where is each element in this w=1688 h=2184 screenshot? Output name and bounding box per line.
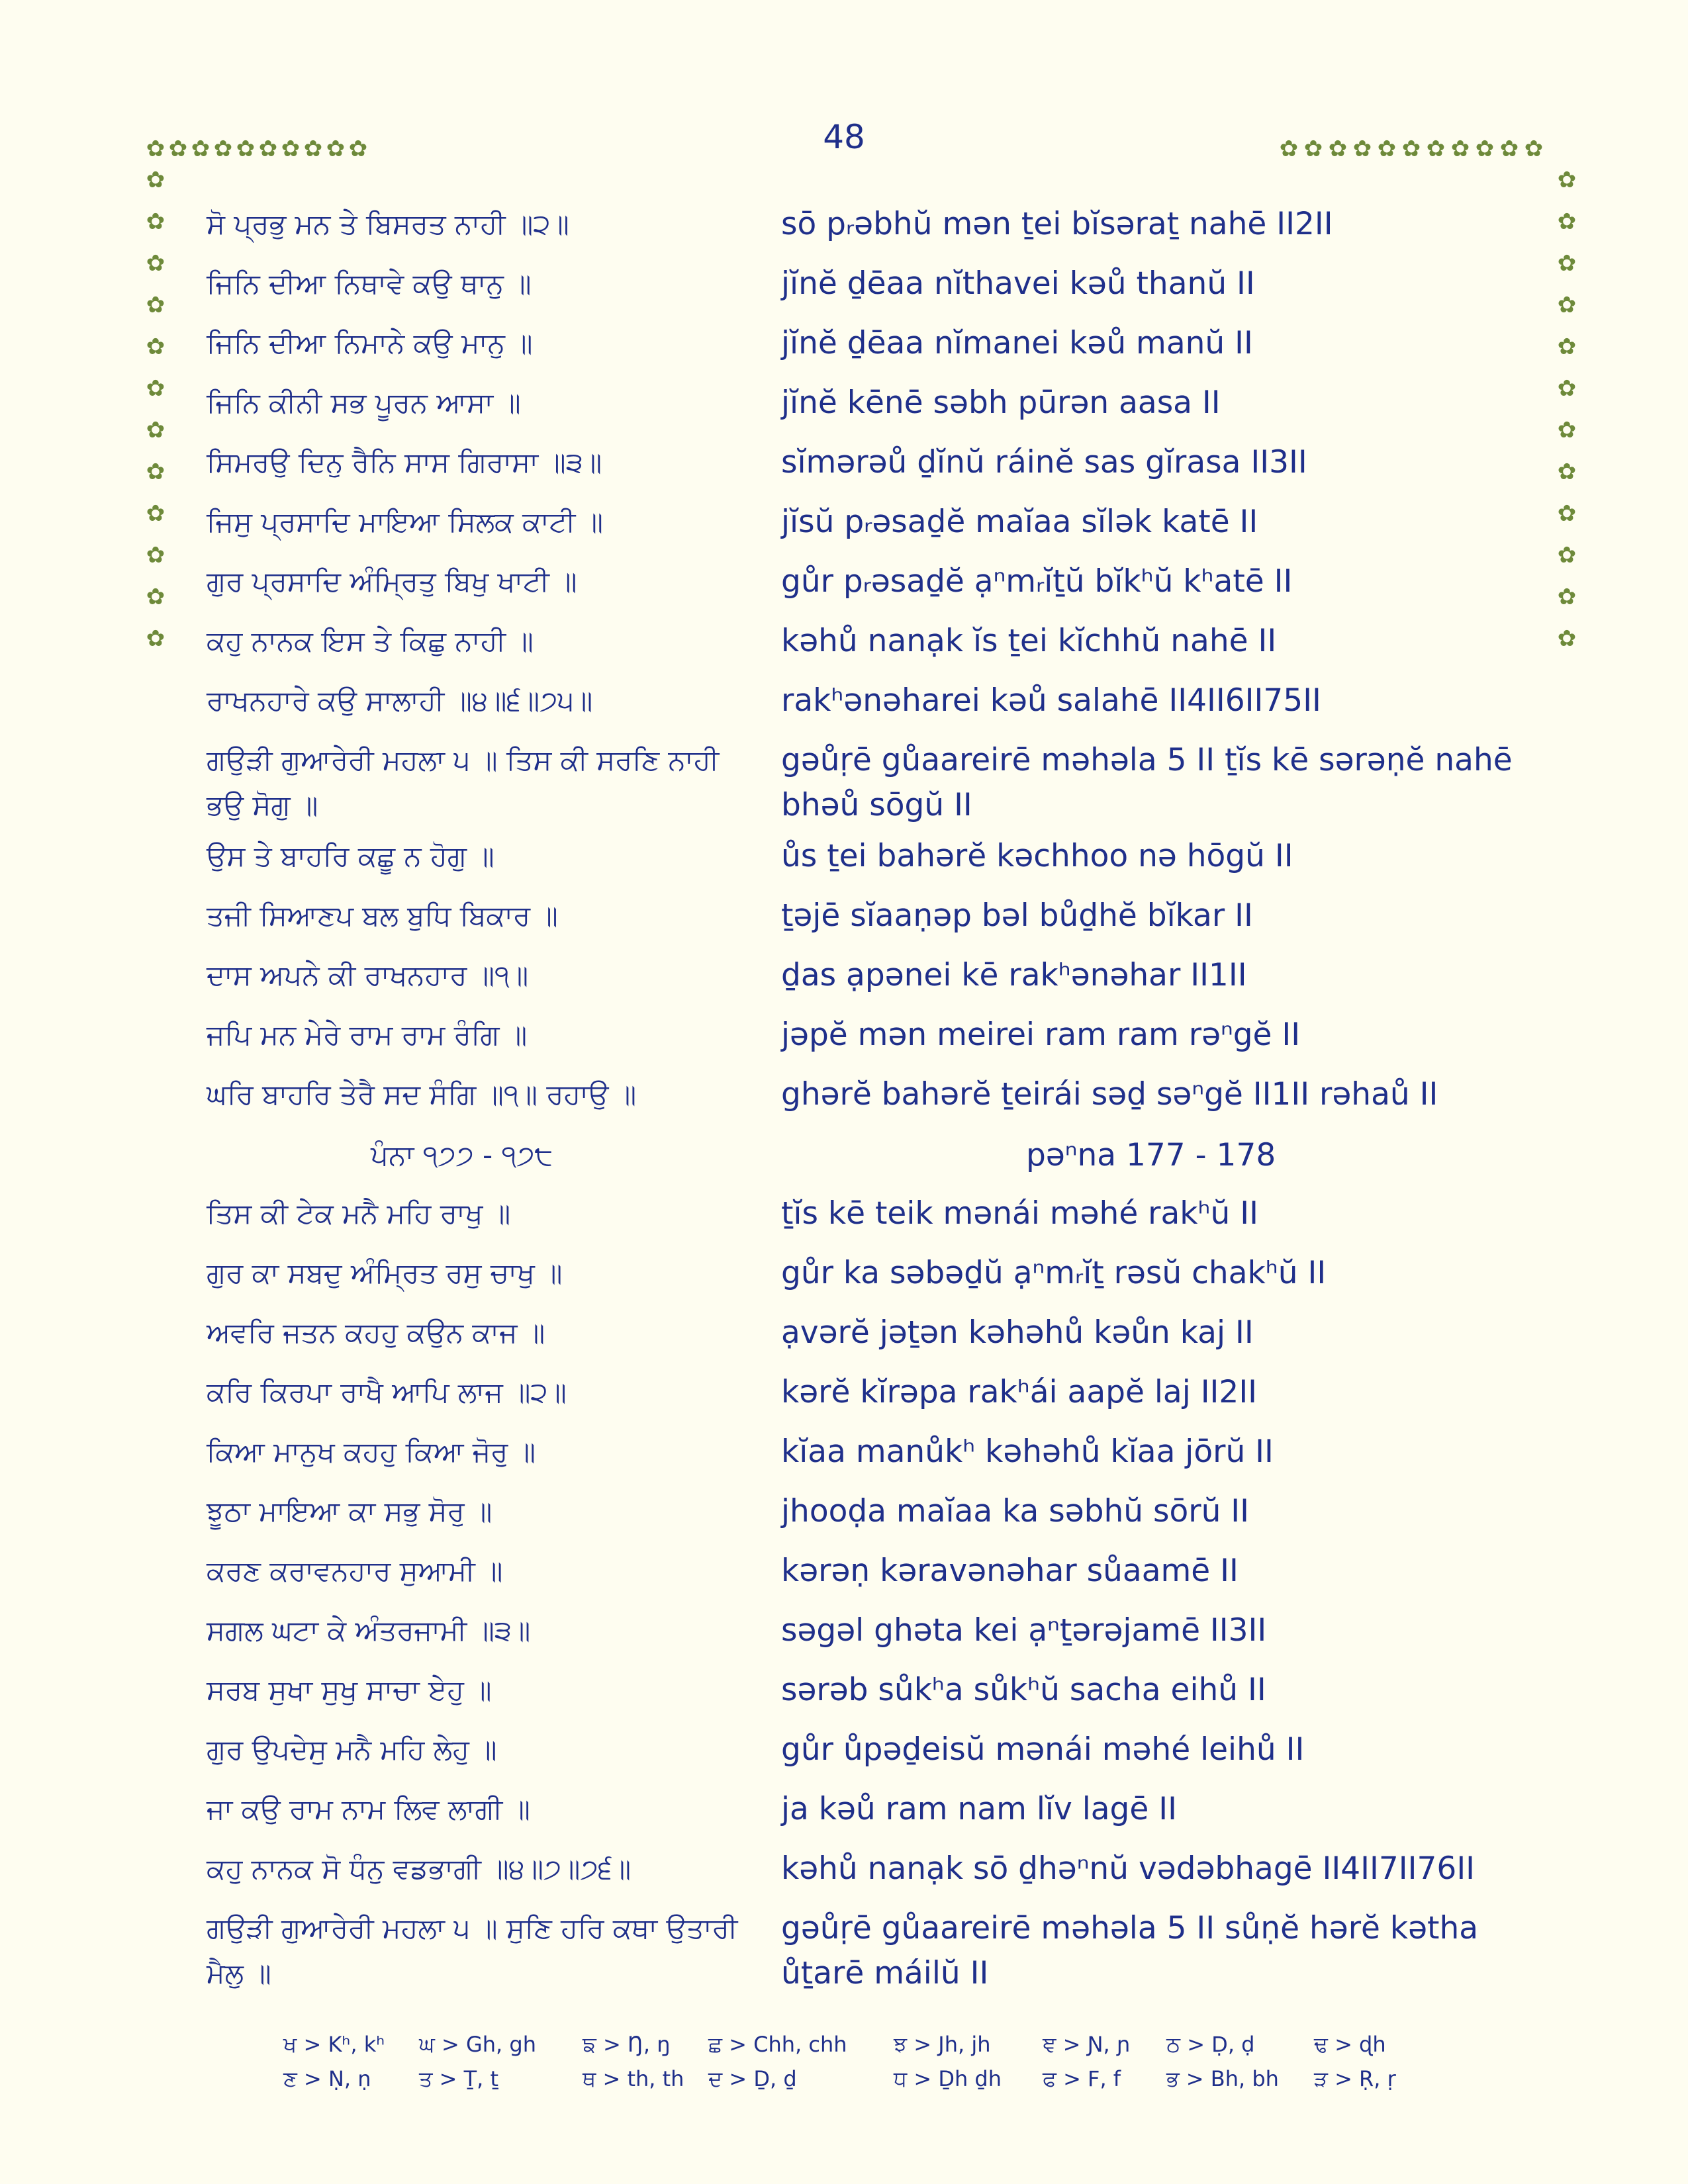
- flower-icon: ✿: [281, 136, 301, 162]
- transliteration-text: ṯĭs kē teik mənái məhé rakʰŭ II: [781, 1195, 1258, 1232]
- transliteration-text: sərəb sůkʰa sůkʰŭ sacha eihů II: [781, 1672, 1266, 1708]
- legend-entry: ਙ > Ŋ, ŋ: [583, 2032, 671, 2057]
- gurmukhi-text: ਗਉੜੀ ਗੁਆਰੇਰੀ ਮਹਲਾ ੫ ॥ ਸੁਣਿ ਹਰਿ ਕਥਾ ਉਤਾਰੀ ਮੈਲੁ ॥: [207, 1912, 738, 1989]
- transliteration-text: səgəl ghəta kei ạⁿṯərəjamē II3II: [781, 1612, 1267, 1649]
- legend-entry: ਢ > ɖh: [1314, 2032, 1386, 2057]
- verse-line: [0, 321, 1688, 366]
- transliteration-text: kərĕ kĭrəpa rakʰái aapĕ laj II2II: [781, 1374, 1258, 1410]
- flower-icon: ✿: [146, 334, 165, 360]
- flower-icon: ✿: [213, 136, 233, 162]
- gurmukhi-text: ਜਿਨਿ ਕੀਨੀ ਸਭ ਪੂਰਨ ਆਸਾ ॥: [207, 387, 521, 419]
- flower-icon: ✿: [168, 136, 188, 162]
- verse-line: [0, 738, 1688, 828]
- legend-entry: ਖ > Kʰ, kʰ: [283, 2032, 385, 2057]
- gurmukhi-text: ਸਰਬ ਸੁਖਾ ਸੁਖੁ ਸਾਚਾ ਏਹੁ ॥: [207, 1674, 492, 1706]
- legend-entry: ਤ > Ṯ, ṯ: [419, 2066, 499, 2091]
- gurmukhi-text: ਸਿਮਰਉ ਦਿਨੁ ਰੈਨਿ ਸਾਸ ਗਿਰਾਸਾ ॥੩॥: [207, 446, 602, 478]
- flower-icon: ✿: [348, 136, 368, 162]
- legend-entry: ਧ > Ḏh ḏh: [894, 2066, 1002, 2091]
- transliteration-text: kəhů nanạk ĭs ṯei kĭchhŭ nahē II: [781, 623, 1277, 659]
- flower-icon: ✿: [146, 625, 165, 652]
- transliteration-text: jhooḍa maĭaa ka səbhŭ sōrŭ II: [781, 1493, 1250, 1529]
- flower-icon: ✿: [146, 375, 165, 402]
- gurmukhi-text: ਸਗਲ ਘਟਾ ਕੇ ਅੰਤਰਜਾਮੀ ॥੩॥: [207, 1614, 531, 1647]
- verse-line: [0, 500, 1688, 545]
- gurmukhi-text: ਤਜੀ ਸਿਆਣਪ ਬਲ ਬੁਧਿ ਬਿਕਾਰ ॥: [207, 899, 558, 932]
- verse-line: [0, 953, 1688, 998]
- transliteration-text: jĭnĕ kēnē səbh pūrən aasa II: [781, 385, 1221, 421]
- transliteration-text: gůr pᵣəsaḏĕ ạⁿmᵣĭṯŭ bĭkʰŭ kʰatē II: [781, 563, 1293, 600]
- verse-line: [0, 1608, 1688, 1653]
- flower-icon: ✿: [1524, 136, 1544, 162]
- gurmukhi-text: ਕਹੁ ਨਾਨਕ ਇਸ ਤੇ ਕਿਛੁ ਨਾਹੀ ॥: [207, 625, 534, 657]
- flower-icon: ✿: [326, 136, 346, 162]
- gurmukhi-text: ਕਰਣ ਕਰਾਵਨਹਾਰ ਸੁਆਮੀ ॥: [207, 1555, 503, 1587]
- gurmukhi-text: ਗੁਰ ਪ੍ਰਸਾਦਿ ਅੰਮ੍ਰਿਤੁ ਬਿਖੁ ਖਾਟੀ ॥: [207, 565, 577, 598]
- transliteration-text: jĭnĕ ḏēaa nĭthavei kəů thanŭ II: [781, 265, 1255, 302]
- flower-icon: ✿: [1557, 459, 1577, 485]
- flower-icon: ✿: [1557, 208, 1577, 235]
- transliteration-text: pəⁿna 177 - 178: [1026, 1137, 1276, 1173]
- flower-icon: ✿: [1557, 500, 1577, 527]
- legend-row: [0, 2066, 1688, 2097]
- verse-line: [0, 1370, 1688, 1415]
- flower-icon: ✿: [1557, 375, 1577, 402]
- flower-icon: ✿: [146, 417, 165, 443]
- verse-line: [0, 1251, 1688, 1296]
- flower-icon: ✿: [1279, 136, 1299, 162]
- verse-line: [0, 1787, 1688, 1832]
- transliteration-text: gůr ka səbəḏŭ ạⁿmᵣĭṯ rəsŭ chakʰŭ II: [781, 1255, 1327, 1291]
- flower-icon: ✿: [1557, 167, 1577, 193]
- gurmukhi-text: ਕਹੁ ਨਾਨਕ ਸੋ ਧੰਨੁ ਵਡਭਾਗੀ ॥੪॥੭॥੭੬॥: [207, 1852, 632, 1885]
- gurmukhi-text: ਗੁਰ ਕਾ ਸਬਦੁ ਅੰਮ੍ਰਿਤ ਰਸੁ ਚਾਖੁ ॥: [207, 1257, 563, 1289]
- gurmukhi-text: ਜਪਿ ਮਨ ਮੇਰੇ ਰਾਮ ਰਾਮ ਰੰਗਿ ॥: [207, 1019, 528, 1051]
- gurmukhi-text: ਜਿਨਿ ਦੀਆ ਨਿਮਾਨੇ ਕਉ ਮਾਨੁ ॥: [207, 327, 533, 359]
- verse-line: [0, 1191, 1688, 1236]
- verse-line: [0, 440, 1688, 485]
- gurmukhi-text: ਜਿਸੁ ਪ੍ਰਸਾਦਿ ਮਾਇਆ ਸਿਲਕ ਕਾਟੀ ॥: [207, 506, 604, 538]
- verse-line: [0, 261, 1688, 306]
- gurmukhi-text: ਗੁਰ ਉਪਦੇਸੁ ਮਨੈ ਮਹਿ ਲੇਹੁ ॥: [207, 1733, 497, 1766]
- legend-entry: ਦ > Ḏ, ḏ: [708, 2066, 797, 2091]
- flower-icon: ✿: [1557, 417, 1577, 443]
- gurmukhi-text: ਉਸ ਤੇ ਬਾਹਰਿ ਕਛੂ ਨ ਹੋਗੁ ॥: [207, 840, 494, 872]
- legend-entry: ਠ > Ḍ, ḍ: [1166, 2032, 1255, 2057]
- gurmukhi-text: ਰਾਖਨਹਾਰੇ ਕਉ ਸਾਲਾਹੀ ॥੪॥੬॥੭੫॥: [207, 684, 593, 717]
- verse-line: [0, 1430, 1688, 1475]
- flower-icon: ✿: [146, 136, 165, 162]
- legend-row: [0, 2032, 1688, 2062]
- transliteration-text: gůr ůpəḏeisŭ mənái məhé leihů II: [781, 1731, 1305, 1768]
- transliteration-text: sō pᵣəbhŭ mən ṯei bĭsəraṯ nahē II2II: [781, 206, 1333, 242]
- transliteration-text: rakʰənəharei kəů salahē II4II6II75II: [781, 682, 1321, 719]
- flower-icon: ✿: [146, 584, 165, 610]
- flower-icon: ✿: [1557, 292, 1577, 318]
- gurmukhi-text: ਝੂਠਾ ਮਾਇਆ ਕਾ ਸਭੁ ਸੋਰੁ ॥: [207, 1495, 492, 1527]
- transliteration-text: jĭsŭ pᵣəsaḏĕ maĭaa sĭlək katē II: [781, 504, 1258, 540]
- page-number: 48: [823, 118, 865, 156]
- transliteration-text: gəůṛē gůaareirē məhəla 5 II sůṇĕ hərĕ kətha ůṯarē máilŭ II: [781, 1910, 1479, 1991]
- verse-line: [0, 1668, 1688, 1713]
- gurmukhi-text: ਜਿਨਿ ਦੀਆ ਨਿਥਾਵੇ ਕਉ ਥਾਨੁ ॥: [207, 267, 532, 300]
- flower-icon: ✿: [258, 136, 278, 162]
- gurmukhi-text: ਕਿਆ ਮਾਨੁਖ ਕਹਹੁ ਕਿਆ ਜੋਰੁ ॥: [207, 1435, 536, 1468]
- gurmukhi-text: ਪੰਨਾ ੧੭੭ - ੧੭੮: [371, 1139, 553, 1171]
- transliteration-text: jĭnĕ ḏēaa nĭmanei kəů manŭ II: [781, 325, 1253, 361]
- flower-icon: ✿: [1557, 542, 1577, 569]
- flower-icon: ✿: [1328, 136, 1348, 162]
- verse-line: [0, 678, 1688, 723]
- transliteration-text: ḏas ạpənei kē rakʰənəhar II1II: [781, 957, 1247, 993]
- legend-entry: ਝ > Jh, jh: [894, 2032, 991, 2057]
- verse-line: [0, 381, 1688, 426]
- transliteration-text: ghərĕ bahərĕ ṯeirái səḏ səⁿgĕ II1II rəhaů II: [781, 1076, 1438, 1113]
- flower-icon: ✿: [146, 208, 165, 235]
- transliteration-text: ja kəů ram nam lĭv lagē II: [781, 1791, 1177, 1827]
- verse-line: [0, 202, 1688, 247]
- verse-line: [0, 1489, 1688, 1534]
- flower-icon: ✿: [146, 459, 165, 485]
- flower-icon: ✿: [1557, 584, 1577, 610]
- gurmukhi-text: ਸੋ ਪ੍ਰਭੁ ਮਨ ਤੇ ਬਿਸਰਤ ਨਾਹੀ ॥੨॥: [207, 208, 569, 240]
- legend-entry: ਭ > Bh, bh: [1166, 2066, 1279, 2091]
- gurmukhi-text: ਘਰਿ ਬਾਹਰਿ ਤੇਰੈ ਸਦ ਸੰਗਿ ॥੧॥ ਰਹਾਉ ॥: [207, 1078, 637, 1111]
- flower-icon: ✿: [1377, 136, 1397, 162]
- gurmukhi-text: ਅਵਰਿ ਜਤਨ ਕਹਹੁ ਕਉਨ ਕਾਜ ॥: [207, 1316, 545, 1349]
- verse-line: [0, 1727, 1688, 1772]
- flower-icon: ✿: [1557, 250, 1577, 277]
- legend-entry: ਞ > Ɲ, ɲ: [1043, 2032, 1131, 2057]
- flower-icon: ✿: [1401, 136, 1421, 162]
- verse-line: [0, 1072, 1688, 1117]
- gurmukhi-text: ਤਿਸ ਕੀ ਟੇਕ ਮਨੈ ਮਹਿ ਰਾਖੁ ॥: [207, 1197, 511, 1230]
- page-reference: [0, 1133, 1688, 1178]
- transliteration-text: ṯəjē sĭaaṇəp bəl bůḏhĕ bĭkar II: [781, 897, 1253, 934]
- transliteration-text: kərəṇ kəravənəhar sůaamē II: [781, 1553, 1239, 1589]
- verse-line: [0, 834, 1688, 879]
- verse-line: [0, 619, 1688, 664]
- verse-line: [0, 1846, 1688, 1891]
- gurmukhi-text: ਕਰਿ ਕਿਰਪਾ ਰਾਖੈ ਆਪਿ ਲਾਜ ॥੨॥: [207, 1376, 567, 1408]
- flower-icon: ✿: [146, 292, 165, 318]
- legend-entry: ਣ > Ṇ, ṇ: [283, 2066, 371, 2091]
- verse-line: [0, 1013, 1688, 1058]
- flower-icon: ✿: [1475, 136, 1495, 162]
- flower-icon: ✿: [1499, 136, 1519, 162]
- verse-line: [0, 1310, 1688, 1355]
- transliteration-text: gəůṛē gůaareirē məhəla 5 II ṯĭs kē sərəṇĕ nahē bhəů sōgŭ II: [781, 742, 1513, 823]
- transliteration-text: jəpĕ mən meirei ram ram rəⁿgĕ II: [781, 1017, 1301, 1053]
- verse-line: [0, 1906, 1688, 1996]
- transliteration-text: sĭmərəů ḏĭnŭ ráinĕ sas gĭrasa II3II: [781, 444, 1307, 480]
- legend-entry: ਘ > Gh, gh: [419, 2032, 536, 2057]
- legend-entry: ਥ > th, th: [583, 2066, 684, 2091]
- legend-entry: ਫ > F, f: [1043, 2066, 1121, 2091]
- flower-icon: ✿: [1450, 136, 1470, 162]
- transliteration-text: ạvərĕ jəṯən kəhəhů kəůn kaj II: [781, 1314, 1254, 1351]
- flower-icon: ✿: [146, 250, 165, 277]
- flower-icon: ✿: [1426, 136, 1446, 162]
- gurmukhi-text: ਗਉੜੀ ਗੁਆਰੇਰੀ ਮਹਲਾ ੫ ॥ ਤਿਸ ਕੀ ਸਰਣਿ ਨਾਹੀ ਭਉ ਸੋਗੁ ॥: [207, 744, 720, 821]
- flower-icon: ✿: [1352, 136, 1372, 162]
- verse-line: [0, 893, 1688, 938]
- transliteration-text: kəhů nanạk sō ḏhəⁿnŭ vədəbhagē II4II7II76II: [781, 1850, 1476, 1887]
- gurmukhi-text: ਜਾ ਕਉ ਰਾਮ ਨਾਮ ਲਿਵ ਲਾਗੀ ॥: [207, 1793, 530, 1825]
- flower-icon: ✿: [1303, 136, 1323, 162]
- transliteration-text: kĭaa manůkʰ kəhəhů kĭaa jōrŭ II: [781, 1433, 1274, 1470]
- gurmukhi-text: ਦਾਸ ਅਪਨੇ ਕੀ ਰਾਖਨਹਾਰ ॥੧॥: [207, 959, 529, 991]
- flower-icon: ✿: [146, 167, 165, 193]
- verse-line: [0, 1549, 1688, 1594]
- transliteration-text: ůs ṯei bahərĕ kəchhoo nə hōgŭ II: [781, 838, 1293, 874]
- flower-icon: ✿: [191, 136, 211, 162]
- flower-icon: ✿: [1557, 334, 1577, 360]
- flower-icon: ✿: [146, 500, 165, 527]
- verse-line: [0, 559, 1688, 604]
- flower-icon: ✿: [236, 136, 256, 162]
- flower-icon: ✿: [146, 542, 165, 569]
- legend-entry: ਛ > Chh, chh: [708, 2032, 847, 2057]
- flower-icon: ✿: [1557, 625, 1577, 652]
- legend-entry: ੜ > Ṛ, ṛ: [1314, 2066, 1396, 2091]
- flower-icon: ✿: [303, 136, 323, 162]
